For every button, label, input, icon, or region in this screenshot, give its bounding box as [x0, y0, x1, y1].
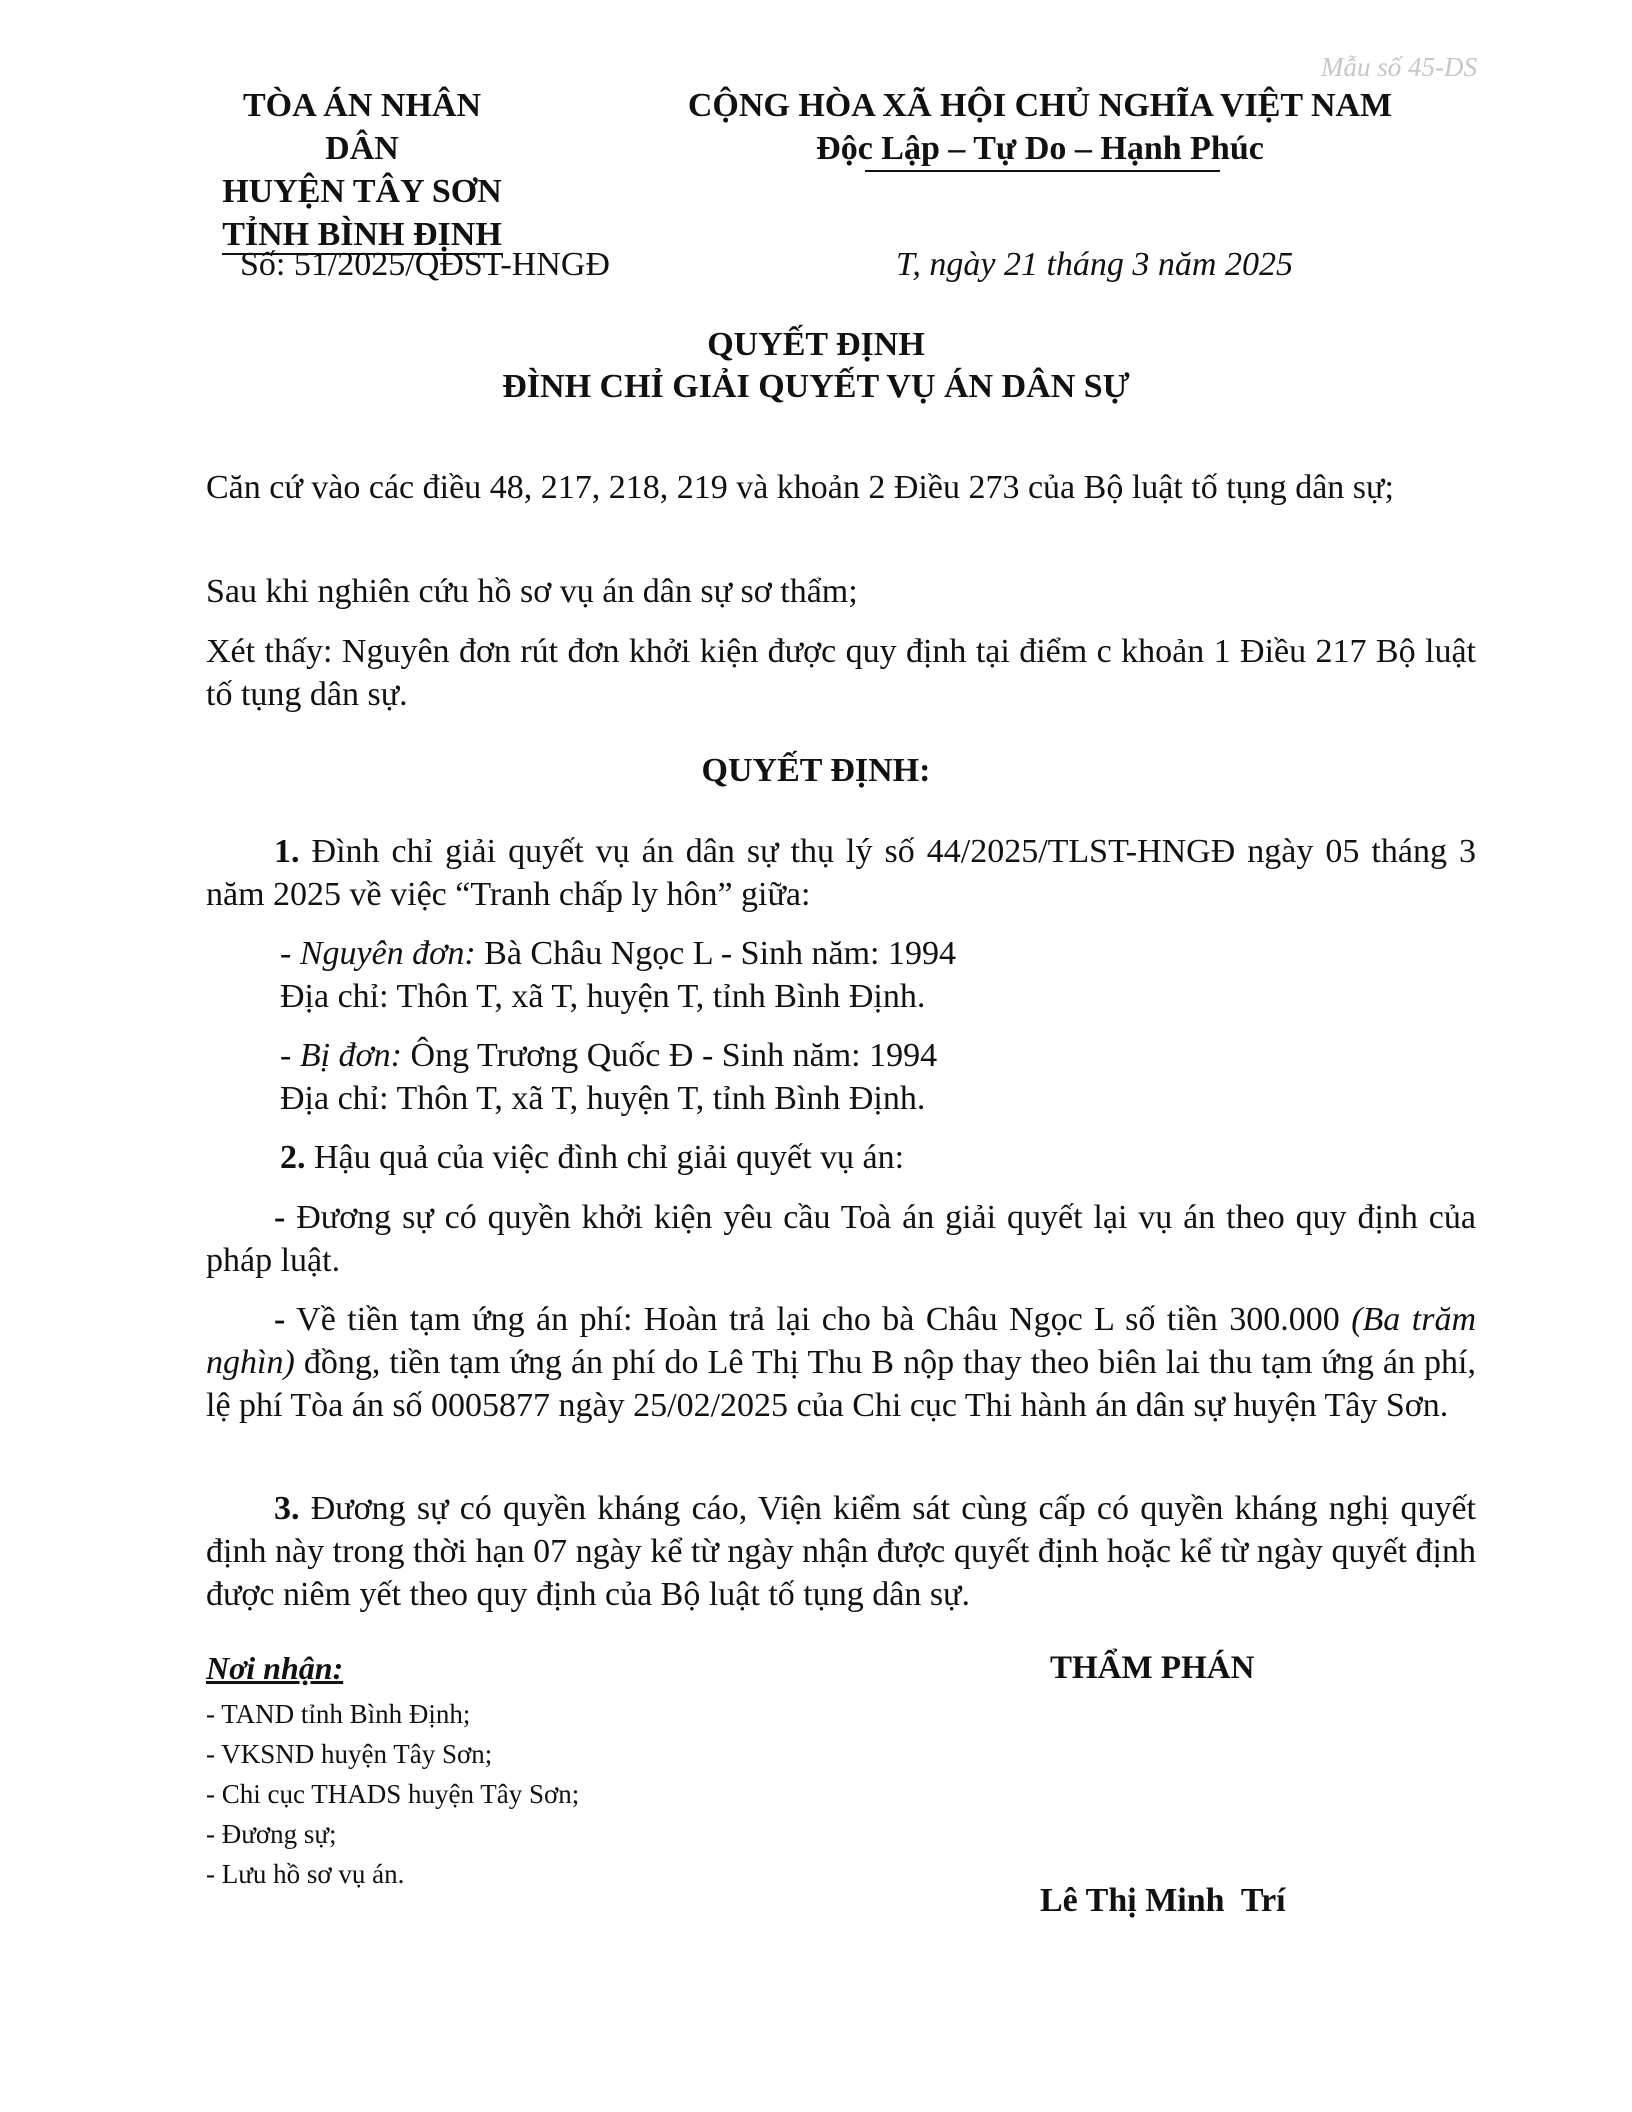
court-name-line1: TÒA ÁN NHÂN DÂN [242, 87, 482, 167]
decision-item-1 [206, 830, 1476, 916]
item-2-number: 2. [280, 1139, 306, 1176]
preamble-legal-basis: Căn cứ vào các điều 48, 217, 218, 219 và khoản 2 Điều 273 của Bộ luật tố tụng dân sự; [206, 469, 1394, 506]
item-1-text: Đình chỉ giải quyết vụ án dân sự thụ lý số 44/2025/TLST-HNGĐ ngày 05 tháng 3 năm 2025 về việc “Tranh chấp ly hôn” giữa: [206, 833, 1476, 913]
motto-underline [865, 170, 1220, 172]
court-name-line2: HUYỆN TÂY SƠN [222, 173, 502, 210]
item-2b-amount-words: (Ba trăm nghìn) [206, 1301, 1476, 1381]
plaintiff-value: Bà Châu Ngọc L - Sinh năm: 1994 [475, 935, 957, 972]
item-3-number: 3. [274, 1490, 300, 1527]
defendant-block [280, 1034, 937, 1120]
signer-title: THẨM PHÁN [1050, 1650, 1255, 1686]
recipient-item: - Đương sự; [206, 1819, 337, 1849]
recipient-item: - VKSND huyện Tây Sơn; [206, 1739, 493, 1769]
recipient-item: - Chi cục THADS huyện Tây Sơn; [206, 1779, 580, 1809]
plaintiff-line [280, 932, 956, 975]
preamble-finding: Xét thấy: Nguyên đơn rút đơn khởi kiện được quy định tại điểm c khoản 1 Điều 217 Bộ luật tố tụng dân sự. [206, 633, 1476, 713]
item-2b-text-before: Về tiền tạm ứng án phí: Hoàn trả lại cho bà Châu Ngọc L số tiền 300.000 [285, 1301, 1352, 1338]
decision-heading: QUYẾT ĐỊNH: [701, 752, 931, 789]
item-1-number: 1. [274, 833, 300, 870]
form-code: Mẫu số 45-DS [1321, 52, 1477, 82]
defendant-value: Ông Trương Quốc Đ - Sinh năm: 1994 [402, 1037, 938, 1074]
plaintiff-label: - Nguyên đơn: [280, 935, 476, 972]
national-name: CỘNG HÒA XÃ HỘI CHỦ NGHĨA VIỆT NAM [687, 87, 1393, 124]
recipient-item: - Lưu hồ sơ vụ án. [206, 1859, 405, 1889]
national-motto: Độc Lập – Tự Do – Hạnh Phúc [816, 130, 1264, 167]
item-3-text: Đương sự có quyền kháng cáo, Viện kiểm sát cùng cấp có quyền kháng nghị quyết định này trong thời hạn 07 ngày kể từ ngày nhận được quyết định hoặc kể từ ngày quyết định được niêm yết theo quy định của Bộ luật tố tụng dân sự. [206, 1490, 1476, 1613]
court-province: TỈNH BÌNH ĐỊNH [222, 216, 502, 253]
decision-item-3 [206, 1487, 1476, 1616]
item-2b-text-after: đồng, tiền tạm ứng án phí do Lê Thị Thu B nộp thay theo biên lai thu tạm ứng án phí, lệ phí Tòa án số 0005877 ngày 25/02/2025 của Chi cục Thi hành án dân sự huyện Tây Sơn. [206, 1344, 1476, 1424]
national-header [660, 84, 1420, 170]
signer-name: Lê Thị Minh Trí [1040, 1882, 1286, 1919]
document-date: T, ngày 21 tháng 3 năm 2025 [896, 246, 1293, 283]
decision-item-2a [206, 1196, 1476, 1282]
item-2a-dash: - [274, 1199, 286, 1236]
item-2-text: Hậu quả của việc đình chỉ giải quyết vụ án: [305, 1139, 905, 1176]
court-header [212, 84, 512, 256]
defendant-address: Địa chỉ: Thôn T, xã T, huyện T, tỉnh Bình Định. [280, 1080, 926, 1117]
document-number: Số: 51/2025/QĐST-HNGĐ [240, 246, 610, 283]
plaintiff-address: Địa chỉ: Thôn T, xã T, huyện T, tỉnh Bình Định. [280, 978, 926, 1015]
recipients-heading: Nơi nhận: [206, 1650, 344, 1686]
item-2b-dash: - [274, 1301, 286, 1338]
decision-item-2b [206, 1298, 1476, 1427]
item-2a-text: Đương sự có quyền khởi kiện yêu cầu Toà án giải quyết lại vụ án theo quy định của pháp luật. [206, 1199, 1476, 1279]
document-subtitle: ĐÌNH CHỈ GIẢI QUYẾT VỤ ÁN DÂN SỰ [502, 368, 1130, 405]
defendant-line [280, 1034, 937, 1077]
plaintiff-block [280, 932, 956, 1018]
recipient-item: - TAND tỉnh Bình Định; [206, 1699, 471, 1729]
defendant-label: - Bị đơn: [280, 1037, 403, 1074]
recipients-list [206, 1694, 579, 1894]
decision-item-2 [280, 1136, 904, 1179]
preamble-review: Sau khi nghiên cứu hồ sơ vụ án dân sự sơ thẩm; [206, 573, 858, 610]
document-title: QUYẾT ĐỊNH [707, 326, 925, 363]
